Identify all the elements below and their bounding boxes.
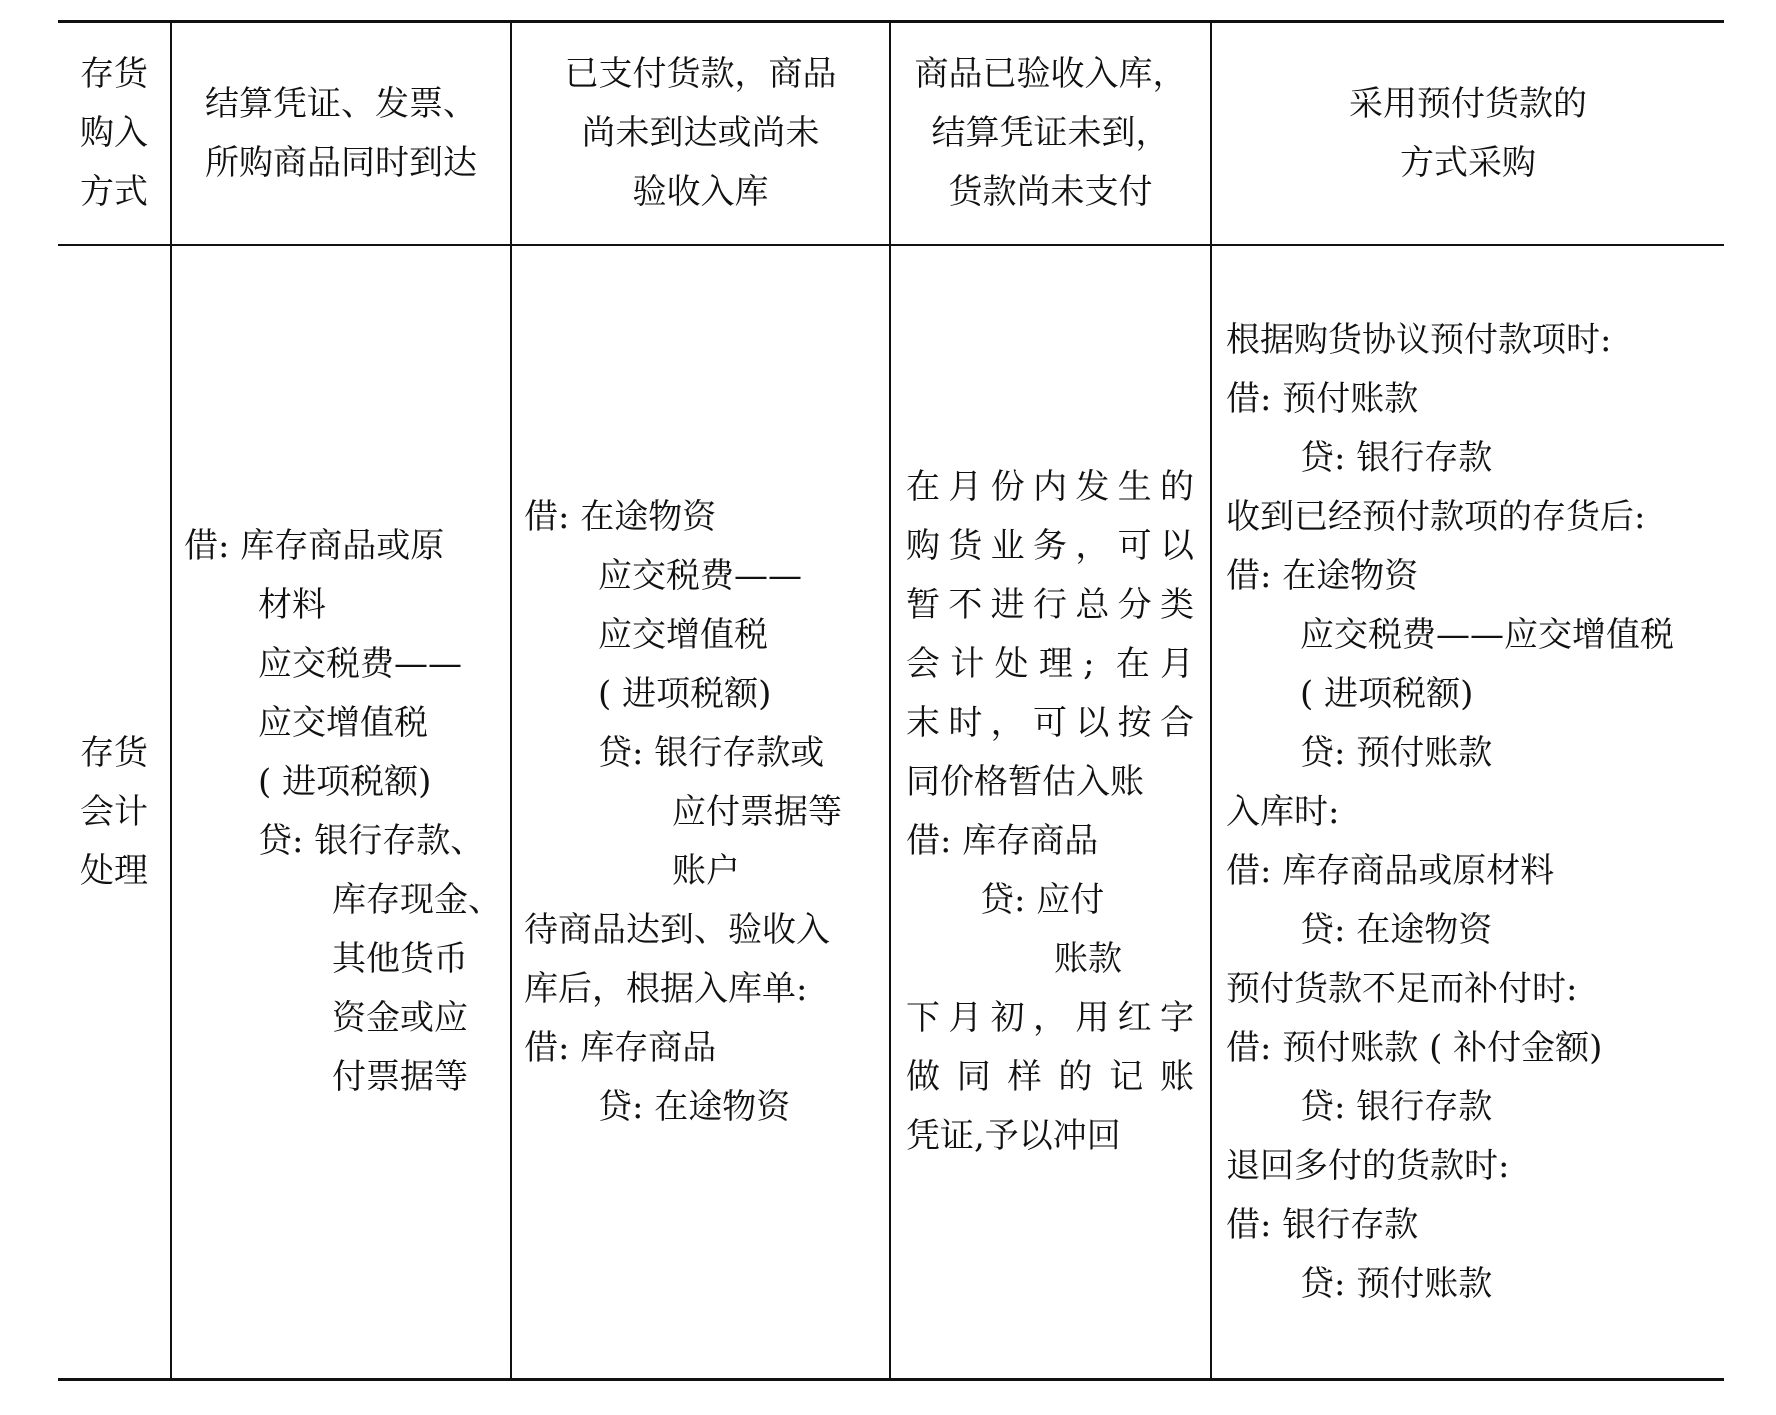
entry-line: ( 进项税额) — [598, 673, 772, 714]
entry-line: 贷: 预付账款 — [1300, 1263, 1493, 1304]
header-paid-goods-not-arrived — [512, 23, 889, 244]
entry-line: 付票据等 — [332, 1057, 468, 1097]
entry-line: 库存现金、 — [332, 880, 502, 920]
entry-line: 根据购货协议预付款项时: — [1226, 319, 1612, 360]
entry-line: 借: 在途物资 — [1226, 555, 1419, 596]
entry-line: 库后，根据入库单: — [524, 968, 808, 1009]
header-line: 存货 — [80, 54, 148, 94]
cell-simultaneous-arrival — [184, 246, 506, 1378]
entry-line: 借: 银行存款 — [1226, 1204, 1419, 1245]
entry-line: 借: 库存商品或原 — [184, 526, 445, 566]
row-label-line: 存货 — [80, 732, 148, 773]
header-line: 采用预付货款的 — [1349, 83, 1587, 124]
entry-line: 账款 — [1054, 939, 1122, 979]
entry-line: 借: 库存商品或原材料 — [1226, 850, 1555, 891]
entry-line: 材料 — [258, 585, 326, 625]
entry-line: 应交税费——应交增值税 — [1300, 614, 1674, 655]
entry-line: 贷: 在途物资 — [1300, 909, 1493, 950]
header-documents-and-goods-arrive — [172, 23, 510, 244]
header-purchase-method — [58, 23, 170, 244]
entry-line: 应交增值税 — [258, 703, 428, 743]
entry-line: 应付票据等 — [672, 791, 842, 832]
entry-line: 待商品达到、验收入 — [524, 909, 830, 950]
entry-line: 下月初，用红字 — [906, 998, 1194, 1038]
entry-line: 应交增值税 — [598, 614, 768, 655]
entry-line: ( 进项税额) — [258, 762, 432, 802]
accounting-table — [58, 20, 1724, 1382]
entry-line: ( 进项税额) — [1300, 673, 1474, 714]
row-label-accounting-treatment — [58, 246, 170, 1378]
entry-line: 借: 预付账款 — [1226, 378, 1419, 419]
entry-line: 贷: 银行存款 — [1300, 437, 1493, 478]
row-label-line: 处理 — [80, 850, 148, 891]
entry-line: 贷: 应付 — [980, 880, 1105, 920]
cell-provisional-estimate — [906, 246, 1194, 1378]
entry-line: 应交税费—— — [598, 555, 802, 596]
entry-line: 做同样的记账 — [906, 1057, 1194, 1097]
entry-line: 会计处理; 在月 — [906, 644, 1194, 684]
header-line: 购入 — [80, 113, 148, 153]
entry-line: 同价格暂估入账 — [906, 762, 1144, 802]
header-goods-received-unpaid — [891, 23, 1210, 244]
entry-line: 凭证,予以冲回 — [906, 1116, 1121, 1156]
entry-line: 借: 库存商品 — [906, 821, 1099, 861]
entry-line: 其他货币 — [332, 939, 468, 979]
entry-line: 贷: 银行存款 — [1300, 1086, 1493, 1127]
row-label-line: 会计 — [80, 791, 148, 832]
cell-goods-in-transit — [524, 246, 886, 1378]
entry-line: 预付货款不足而补付时: — [1226, 968, 1578, 1009]
header-line: 尚未到达或尚未 — [581, 113, 820, 153]
entry-line: 贷: 预付账款 — [1300, 732, 1493, 773]
entry-line: 贷: 在途物资 — [598, 1086, 791, 1127]
entry-line: 借: 在途物资 — [524, 496, 717, 537]
entry-line: 应交税费—— — [258, 644, 462, 684]
header-line: 方式 — [80, 172, 148, 212]
entry-line: 暂不进行总分类 — [906, 585, 1194, 625]
entry-line: 入库时: — [1226, 791, 1340, 832]
header-prepayment-purchase — [1212, 23, 1724, 244]
entry-line: 借: 预付账款 ( 补付金额) — [1226, 1027, 1603, 1068]
entry-line: 购货业务，可以 — [906, 526, 1194, 566]
header-line: 已支付货款，商品 — [564, 54, 837, 94]
header-line: 货款尚未支付 — [948, 172, 1153, 212]
header-line: 结算凭证、发票、 — [205, 83, 477, 124]
header-line: 商品已验收入库， — [914, 54, 1187, 94]
entry-line: 资金或应 — [332, 998, 468, 1038]
cell-prepayment — [1226, 246, 1722, 1378]
entry-line: 贷: 银行存款、 — [258, 821, 485, 861]
entry-line: 贷: 银行存款或 — [598, 732, 825, 773]
header-line: 验收入库 — [632, 172, 769, 212]
header-line: 方式采购 — [1400, 142, 1536, 183]
entry-line: 退回多付的货款时: — [1226, 1145, 1510, 1186]
entry-line: 账户 — [672, 850, 740, 891]
entry-line: 末时，可以按合 — [906, 703, 1194, 743]
header-line: 所购商品同时到达 — [205, 142, 477, 183]
table-bottom-rule — [58, 1378, 1724, 1381]
entry-line: 借: 库存商品 — [524, 1027, 717, 1068]
header-line: 结算凭证未到， — [931, 113, 1170, 153]
entry-line: 收到已经预付款项的存货后: — [1226, 496, 1646, 537]
entry-line: 在月份内发生的 — [906, 467, 1194, 507]
